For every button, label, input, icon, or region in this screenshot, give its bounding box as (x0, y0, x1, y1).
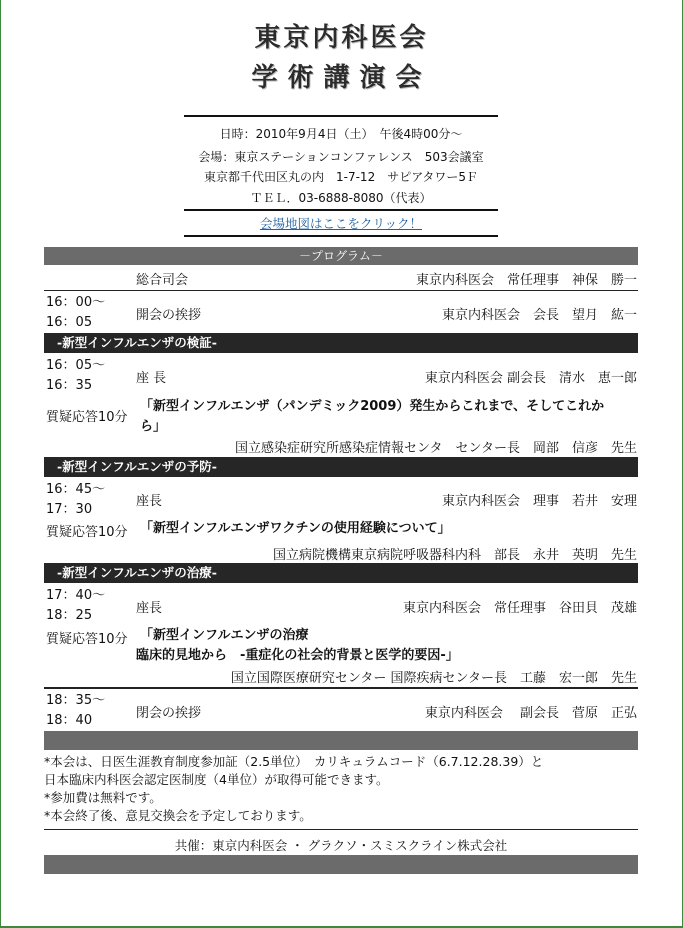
program-header: －プログラム－ (44, 247, 638, 265)
event-venue: 会場：東京ステーションコンファレンス 503会議室 (198, 150, 484, 164)
opening-time (46, 293, 105, 333)
talk-title (140, 519, 620, 539)
section-heading: -新型インフルエンザの治療- (44, 563, 638, 583)
note-line: *本会は、日医生涯教育制度参加証（2.5単位） カリキュラムコード（6.7.12.28.39）と (44, 754, 544, 769)
speaker: 国立感染症研究所感染症情報センタ センター長 岡部 信彦 先生 (235, 441, 637, 456)
chair-label: 座 長 (136, 371, 167, 386)
event-tel: ＴＥＬ．03-6888-8080（代表） (250, 191, 432, 205)
page-border-left (0, 0, 1, 928)
divider (44, 687, 638, 689)
opening-label: 開会の挨拶 (136, 308, 202, 323)
talk-title-line2: ら」 (140, 419, 167, 434)
note-line: *本会終了後、意見交換会を予定しております。 (44, 808, 312, 823)
qa-duration: 質疑応答10分 (46, 525, 128, 540)
chair-person: 東京内科医会 理事 若井 安理 (441, 494, 637, 509)
talk-title-line1: 「新型インフルエンザワクチンの使用経験について」 (140, 521, 451, 536)
divider (44, 829, 638, 830)
closing-label: 閉会の挨拶 (136, 706, 202, 721)
event-info-box (184, 115, 498, 237)
footer-band (44, 855, 638, 874)
talk-title (136, 626, 620, 666)
event-address: 東京都千代田区丸の内 1-7-12 サピアタワー5Ｆ (204, 170, 478, 184)
info-mid-rule (184, 209, 498, 211)
closing-time (46, 691, 105, 731)
opening-person: 東京内科医会 会長 望月 紘一 (441, 308, 637, 323)
event-datetime: 日時：2010年9月4日（土） 午後4時00分～ (219, 127, 463, 141)
footer-band (44, 731, 638, 750)
section-time-end: 16：35 (46, 378, 93, 393)
closing-time-start: 18：35～ (46, 693, 106, 708)
chair-person: 東京内科医会 副会長 清水 恵一郎 (424, 371, 637, 386)
section-time-start: 17：40～ (46, 588, 106, 603)
section-time (46, 356, 105, 396)
section-heading: -新型インフルエンザの予防- (44, 457, 638, 477)
speaker: 国立病院機構東京病院呼吸器科内科 部長 永井 英明 先生 (272, 548, 637, 563)
mc-person: 東京内科医会 常任理事 神保 勝一 (415, 273, 637, 288)
divider (44, 290, 638, 291)
opening-time-end: 16：05 (46, 315, 93, 330)
venue-map-link[interactable]: 会場地図はここをクリック！ (259, 216, 422, 231)
chair-label: 座長 (136, 494, 163, 509)
talk-title-line2: 臨床的見地から -重症化の社会的背景と医学的要因-」 (136, 648, 459, 663)
note-line: *参加費は無料です。 (44, 790, 162, 805)
info-top-rule (184, 115, 498, 117)
speaker: 国立国際医療研究センター 国際疾病センター長 工藤 宏一郎 先生 (230, 671, 637, 686)
section-time-end: 18：25 (46, 608, 93, 623)
closing-person: 東京内科医会 副会長 菅原 正弘 (424, 706, 637, 721)
info-bottom-rule (184, 235, 498, 237)
page-title-line1: 東京内科医会 (254, 23, 429, 53)
cohost-text: 共催：東京内科医会 ・ グラクソ・スミスクライン株式会社 (174, 838, 508, 853)
page-title-line2: 学術講演会 (251, 63, 432, 93)
talk-title-line1: 「新型インフルエンザの治療 (140, 628, 309, 643)
mc-label: 総合司会 (136, 273, 189, 288)
qa-duration: 質疑応答10分 (46, 632, 128, 647)
section-time-start: 16：45～ (46, 482, 106, 497)
section-time-end: 17：30 (46, 502, 93, 517)
section-heading: -新型インフルエンザの検証- (44, 333, 638, 353)
qa-duration: 質疑応答10分 (46, 410, 128, 425)
chair-label: 座長 (136, 601, 163, 616)
opening-time-start: 16：00～ (46, 295, 106, 310)
section-time (46, 586, 105, 626)
talk-title (140, 397, 620, 437)
talk-title-line1: 「新型インフルエンザ（パンデミック2009）発生からこれまで、そしてこれか (140, 399, 605, 414)
chair-person: 東京内科医会 常任理事 谷田貝 茂雄 (402, 601, 637, 616)
note-line: 日本臨床内科医会認定医制度（4単位）が取得可能できます。 (44, 772, 389, 787)
section-time (46, 480, 105, 520)
notes (44, 753, 638, 825)
closing-time-end: 18：40 (46, 713, 93, 728)
section-time-start: 16：05～ (46, 358, 106, 373)
